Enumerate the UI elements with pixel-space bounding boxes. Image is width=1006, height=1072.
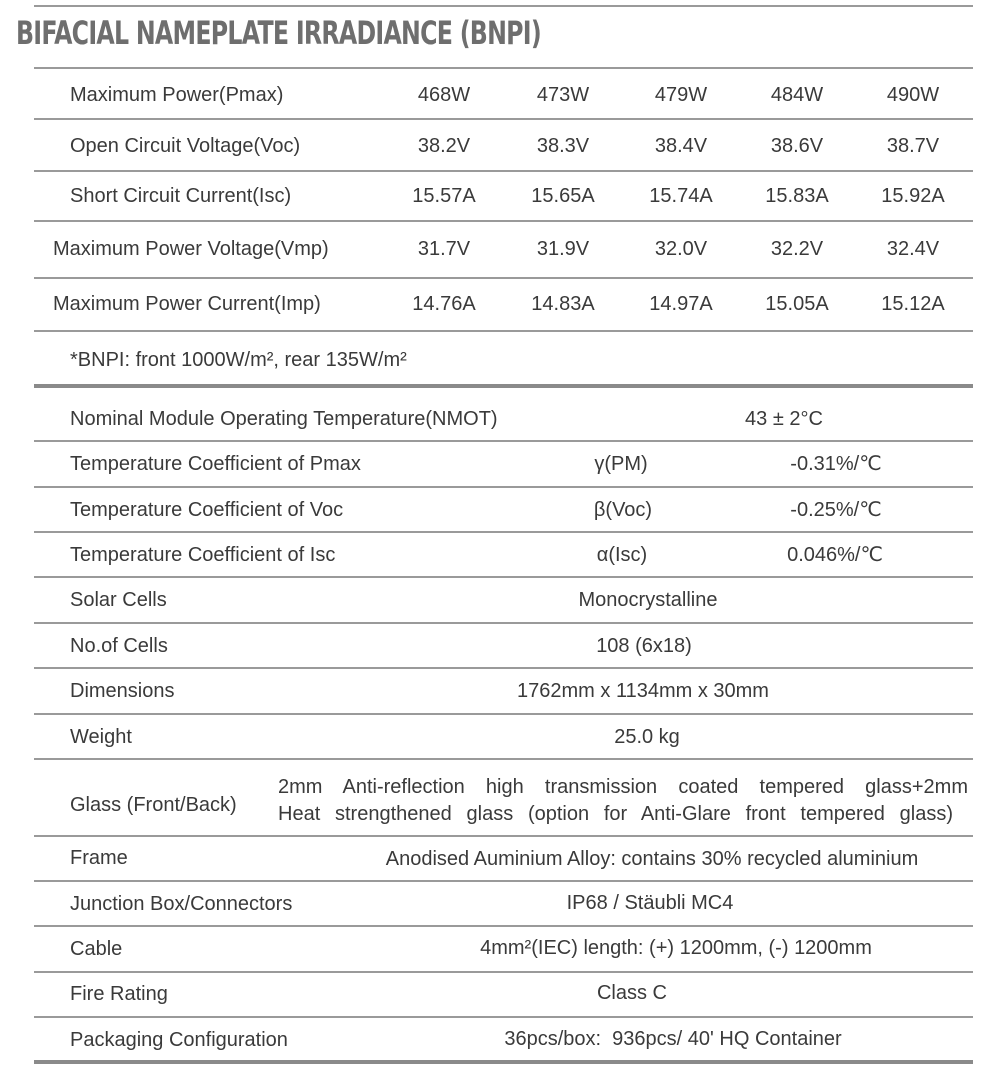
row-divider bbox=[34, 576, 973, 578]
spec-label-packaging: Packaging Configuration bbox=[70, 1029, 288, 1051]
cell-isc-4: 15.83A bbox=[765, 185, 829, 207]
row-divider bbox=[34, 220, 973, 222]
row-label-pmax: Maximum Power(Pmax) bbox=[70, 84, 284, 106]
cell-isc-3: 15.74A bbox=[649, 185, 713, 207]
spec-label-coeff-pmax: Temperature Coefficient of Pmax bbox=[70, 453, 361, 475]
row-divider bbox=[34, 622, 973, 624]
row-divider bbox=[34, 713, 973, 715]
row-divider bbox=[34, 667, 973, 669]
row-divider bbox=[34, 531, 973, 533]
cell-isc-1: 15.57A bbox=[412, 185, 476, 207]
row-divider bbox=[34, 758, 973, 760]
bnpi-note: *BNPI: front 1000W/m², rear 135W/m² bbox=[70, 349, 407, 371]
spec-value-cable: 4mm²(IEC) length: (+) 1200mm, (-) 1200mm bbox=[480, 937, 872, 959]
spec-label-cells: No.of Cells bbox=[70, 635, 168, 657]
cell-imp-3: 14.97A bbox=[649, 293, 713, 315]
spec-symbol-coeff-pmax: γ(PM) bbox=[594, 453, 648, 475]
row-divider bbox=[34, 486, 973, 488]
row-divider bbox=[34, 67, 973, 69]
cell-pmax-3: 479W bbox=[654, 84, 708, 106]
cell-voc-1: 38.2V bbox=[417, 135, 471, 157]
cell-vmp-4: 32.2V bbox=[770, 238, 824, 260]
cell-isc-5: 15.92A bbox=[881, 185, 945, 207]
row-divider bbox=[34, 835, 973, 837]
spec-value-fire: Class C bbox=[596, 982, 668, 1004]
spec-label-coeff-isc: Temperature Coefficient of Isc bbox=[70, 544, 336, 566]
cell-pmax-5: 490W bbox=[886, 84, 940, 106]
spec-label-nmot: Nominal Module Operating Temperature(NMOT) bbox=[70, 408, 498, 430]
spec-value-cells: 108 (6x18) bbox=[596, 635, 692, 657]
spec-value-solar-cells: Monocrystalline bbox=[578, 589, 718, 611]
cell-vmp-2: 31.9V bbox=[536, 238, 590, 260]
spec-label-cable: Cable bbox=[70, 938, 123, 960]
row-divider bbox=[34, 118, 973, 120]
row-divider bbox=[34, 1016, 973, 1018]
row-divider bbox=[34, 925, 973, 927]
bottom-rule bbox=[34, 1060, 973, 1064]
cell-pmax-1: 468W bbox=[417, 84, 471, 106]
spec-symbol-coeff-voc: β(Voc) bbox=[593, 499, 653, 521]
row-divider bbox=[34, 277, 973, 279]
cell-vmp-5: 32.4V bbox=[886, 238, 940, 260]
spec-value-coeff-pmax: -0.31%/℃ bbox=[790, 453, 882, 475]
row-label-imp: Maximum Power Current(Imp) bbox=[53, 293, 321, 315]
cell-voc-2: 38.3V bbox=[536, 135, 590, 157]
row-label-vmp: Maximum Power Voltage(Vmp) bbox=[53, 238, 329, 260]
cell-imp-2: 14.83A bbox=[531, 293, 595, 315]
cell-vmp-3: 32.0V bbox=[654, 238, 708, 260]
cell-pmax-4: 484W bbox=[770, 84, 824, 106]
cell-voc-5: 38.7V bbox=[886, 135, 940, 157]
top-rule bbox=[34, 5, 973, 7]
spec-value-coeff-isc: 0.046%/℃ bbox=[787, 544, 883, 566]
spec-value-junction: IP68 / Stäubli MC4 bbox=[566, 892, 734, 914]
row-divider bbox=[34, 170, 973, 172]
spec-value-packaging: 36pcs/box: 936pcs/ 40' HQ Container bbox=[504, 1028, 842, 1050]
row-divider bbox=[34, 880, 973, 882]
cell-imp-5: 15.12A bbox=[881, 293, 945, 315]
cell-imp-1: 14.76A bbox=[412, 293, 476, 315]
cell-pmax-2: 473W bbox=[536, 84, 590, 106]
cell-isc-2: 15.65A bbox=[531, 185, 595, 207]
spec-value-weight: 25.0 kg bbox=[614, 726, 680, 748]
row-divider bbox=[34, 971, 973, 973]
spec-label-glass: Glass (Front/Back) bbox=[70, 794, 237, 816]
spec-value-frame: Anodised Auminium Alloy: contains 30% recycled aluminium bbox=[385, 848, 919, 870]
cell-voc-4: 38.6V bbox=[770, 135, 824, 157]
spec-value-nmot: 43 ± 2°C bbox=[745, 408, 823, 430]
section-divider bbox=[34, 384, 973, 388]
spec-value-coeff-voc: -0.25%/℃ bbox=[790, 499, 882, 521]
spec-label-fire: Fire Rating bbox=[70, 983, 168, 1005]
spec-value-glass-line2: Heat strengthened glass (option for Anti-Glare front tempered glass) bbox=[278, 803, 953, 825]
row-label-isc: Short Circuit Current(Isc) bbox=[70, 185, 292, 207]
page-title: BIFACIAL NAMEPLATE IRRADIANCE (BNPI) bbox=[16, 14, 541, 52]
row-divider bbox=[34, 440, 973, 442]
spec-value-glass-line1: 2mm Anti-reflection high transmission coated tempered glass+2mm bbox=[278, 776, 968, 798]
spec-label-dimensions: Dimensions bbox=[70, 680, 175, 702]
spec-label-weight: Weight bbox=[70, 726, 132, 748]
cell-voc-3: 38.4V bbox=[654, 135, 708, 157]
spec-value-dimensions: 1762mm x 1134mm x 30mm bbox=[517, 680, 769, 702]
spec-label-solar-cells: Solar Cells bbox=[70, 589, 167, 611]
row-divider bbox=[34, 330, 973, 332]
row-label-voc: Open Circuit Voltage(Voc) bbox=[70, 135, 301, 157]
spec-label-coeff-voc: Temperature Coefficient of Voc bbox=[70, 499, 344, 521]
spec-label-frame: Frame bbox=[70, 847, 128, 869]
spec-label-junction: Junction Box/Connectors bbox=[70, 893, 293, 915]
cell-imp-4: 15.05A bbox=[765, 293, 829, 315]
spec-symbol-coeff-isc: α(Isc) bbox=[596, 544, 648, 566]
cell-vmp-1: 31.7V bbox=[417, 238, 471, 260]
